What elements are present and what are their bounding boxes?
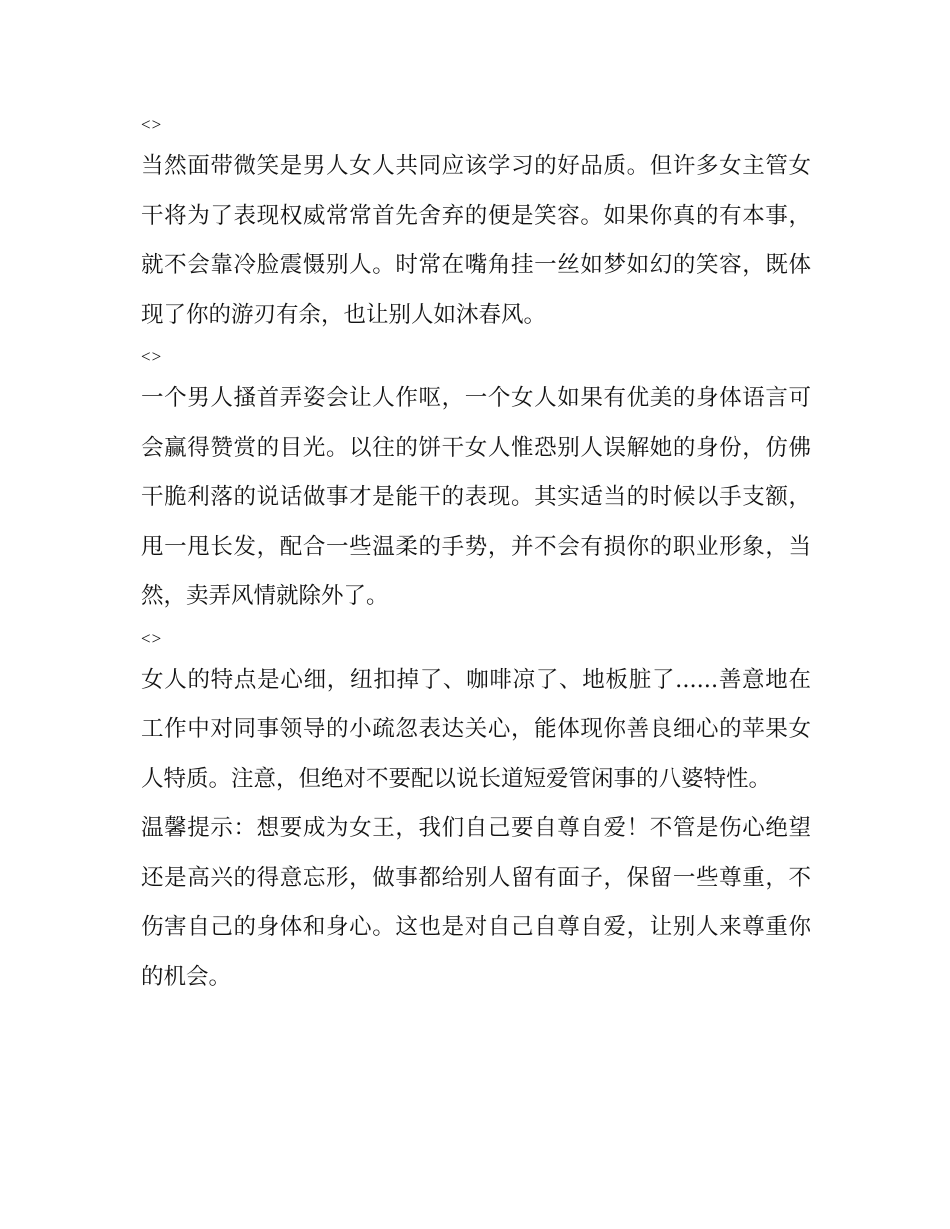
section-marker: <> [141,628,163,648]
paragraph-smile: 当然面带微笑是男人女人共同应该学习的好品质。但许多女主管女干将为了表现权威常常首先舍弃的便是笑容。如果你真的有本事，就不会靠冷脸震慑别人。时常在嘴角挂一丝如梦如幻的笑容，既体现了你的游刃有余，也让别人如沐春风。 [141,153,811,328]
document-body [141,108,811,1002]
paragraph-attentive: 女人的特点是心细，纽扣掉了、咖啡凉了、地板脏了......善意地在工作中对同事领导的小疏忽表达关心，能体现你善良细心的苹果女人特质。注意，但绝对不要配以说长道短爱管闲事的八婆特性。 [141,666,811,792]
section-marker: <> [141,115,163,134]
paragraph-tip: 温馨提示：想要成为女王，我们自己要自尊自爱！不管是伤心绝望还是高兴的得意忘形，做事都给别人留有面子，保留一些尊重，不伤害自己的身体和身心。这也是对自己自尊自爱，让别人来尊重你的机会。 [141,815,811,990]
paragraph-body-language: 一个男人搔首弄姿会让人作呕，一个女人如果有优美的身体语言可会赢得赞赏的目光。以往的饼干女人惟恐别人误解她的身份，仿佛干脆利落的说话做事才是能干的表现。其实适当的时候以手支额，甩一甩长发，配合一些温柔的手势，并不会有损你的职业形象，当然，卖弄风情就除外了。 [141,385,811,609]
section-marker: <> [141,347,163,366]
